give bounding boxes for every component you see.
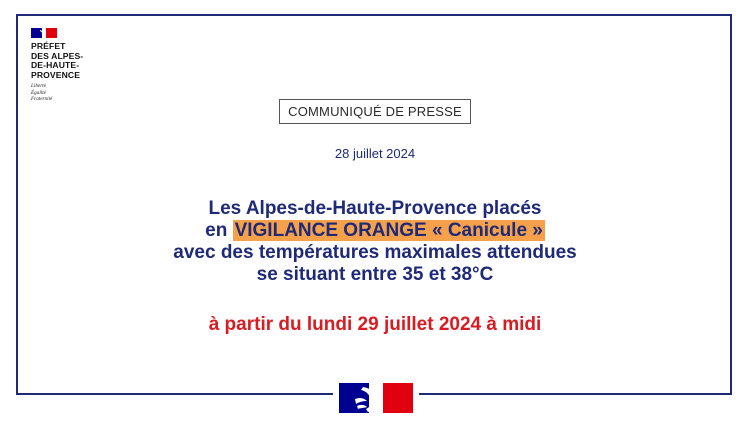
headline-prefix: en bbox=[205, 220, 233, 241]
prefecture-logo bbox=[31, 28, 111, 102]
logo-title-line: PRÉFET bbox=[31, 41, 66, 51]
marianne-flag-icon bbox=[31, 28, 57, 38]
marianne-emblem-icon bbox=[333, 377, 419, 417]
motto-line: Fraternité bbox=[31, 95, 53, 102]
release-date: 28 juillet 2024 bbox=[334, 146, 416, 161]
logo-title-line: PROVENCE bbox=[31, 69, 81, 80]
headline-line-3: avec des températures maximales attendues bbox=[173, 242, 577, 263]
motto-line: Liberté bbox=[31, 83, 46, 90]
bottom-marianne-logo bbox=[333, 377, 419, 417]
press-release-label: COMMUNIQUÉ DE PRESSE bbox=[279, 99, 471, 124]
headline-line-2 bbox=[0, 220, 750, 242]
headline bbox=[0, 198, 750, 286]
logo-title bbox=[31, 42, 111, 80]
logo-title-line: DE-HAUTE- bbox=[31, 60, 80, 71]
logo-motto bbox=[31, 83, 111, 102]
logo-title-line: DES ALPES- bbox=[31, 50, 84, 61]
headline-line-4: se situant entre 35 et 38°C bbox=[256, 264, 494, 285]
headline-line-1: Les Alpes-de-Haute-Provence placés bbox=[208, 198, 542, 219]
start-time-notice: à partir du lundi 29 juillet 2024 à midi bbox=[208, 314, 542, 335]
motto-line: Égalité bbox=[31, 89, 46, 96]
vigilance-highlight: VIGILANCE ORANGE « Canicule » bbox=[234, 220, 543, 241]
